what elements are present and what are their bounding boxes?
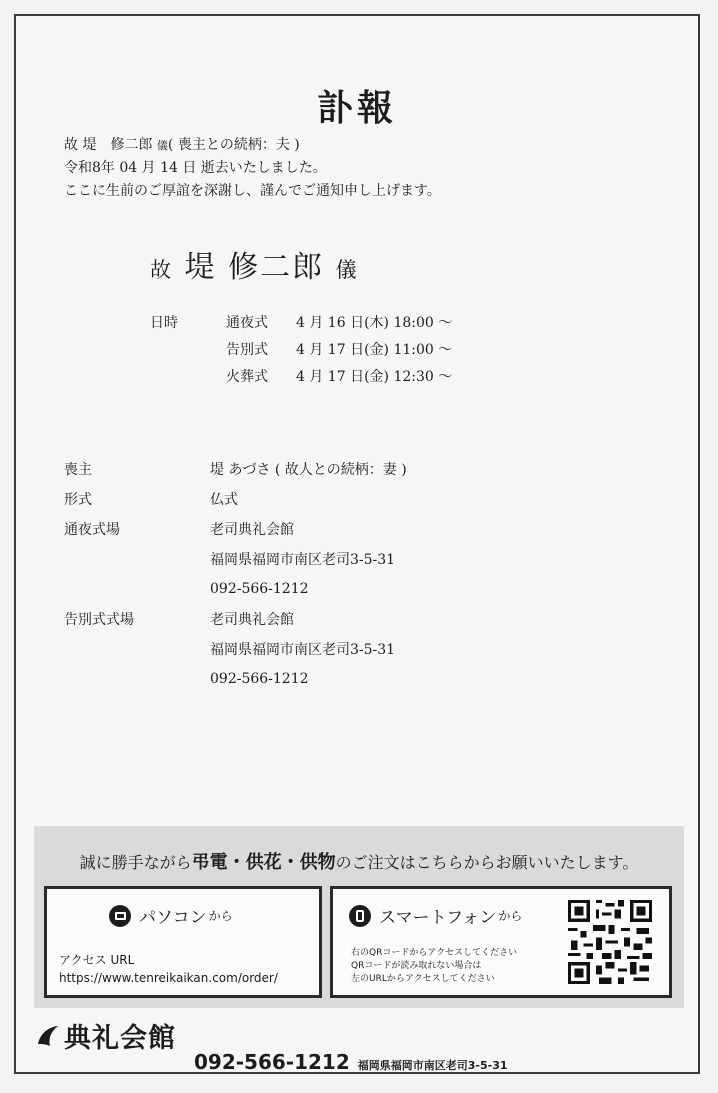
info-row-wake-tel: [64, 574, 407, 604]
info-value: 仏式: [210, 492, 238, 508]
schedule-when: 4 月 17 日(金) 11:00 〜: [296, 341, 453, 358]
info-row-wake-address: [64, 544, 407, 574]
smartphone-icon: [349, 905, 371, 927]
info-value: 堤 あづさ ( 故人との続柄：妻 ): [210, 462, 407, 478]
intro-prefix: 故: [64, 137, 78, 153]
info-label: 通夜式場: [64, 522, 120, 538]
order-message-bold: 弔電・供花・供物: [191, 852, 336, 873]
schedule-row-cremation: [226, 362, 452, 389]
schedule-name: 告別式: [226, 341, 268, 358]
info-row-wake-venue: [64, 514, 407, 544]
obituary-page: [14, 14, 700, 1074]
logo-text: 典礼会館: [64, 1023, 176, 1054]
logo-mark-icon: [34, 1022, 62, 1050]
info-value: 老司典礼会館: [210, 612, 294, 628]
pc-heading-label: パソコン: [139, 908, 207, 928]
smartphone-heading-label: スマートフォン: [379, 908, 497, 928]
info-value: 福岡県福岡市南区老司3-5-31: [210, 552, 396, 568]
smartphone-text-line: QRコードが読み取れない場合は: [351, 961, 482, 971]
footer-address: 福岡県福岡市南区老司3-5-31: [357, 1059, 508, 1072]
schedule-when: 4 月 17 日(金) 12:30 〜: [296, 368, 453, 385]
info-row-chief-mourner: [64, 454, 407, 484]
intro-line-2: 令和8年 04 月 14 日 逝去いたしました。: [64, 160, 327, 176]
info-label: 告別式式場: [64, 612, 134, 628]
intro-relation: ( 喪主との続柄：夫 ): [167, 137, 300, 153]
info-row-funeral-tel: [64, 664, 407, 694]
deceased-name: 堤 修二郎: [184, 250, 325, 285]
order-url-link[interactable]: https://www.tenreikaikan.com/order/: [59, 971, 278, 985]
pc-text: [59, 951, 278, 987]
deceased-suffix: 儀: [335, 258, 359, 282]
intro-gi: 儀: [156, 139, 168, 152]
intro-name: 堤 修二郎: [82, 137, 153, 153]
schedule-when: 4 月 16 日(木) 18:00 〜: [296, 314, 453, 331]
schedule-list: [226, 308, 452, 389]
schedule-row-wake: [226, 308, 452, 335]
schedule-name: 通夜式: [226, 314, 268, 331]
order-message: [34, 848, 684, 874]
info-row-funeral-venue: [64, 604, 407, 634]
deceased-name-heading: [150, 242, 359, 286]
deceased-prefix: 故: [150, 258, 173, 282]
order-message-pre: 誠に勝手ながら: [79, 853, 192, 872]
intro-line-3: ここに生前のご厚誼を深謝し、謹んでご通知申し上げます。: [64, 183, 441, 199]
smartphone-heading: [349, 903, 522, 928]
pc-order-box: [44, 886, 322, 998]
smartphone-text-line: 右のQRコードからアクセスしてください: [351, 948, 518, 958]
info-row-format: [64, 484, 407, 514]
smartphone-order-box: [330, 886, 672, 998]
monitor-icon: [109, 905, 131, 927]
intro-text: [64, 134, 441, 203]
funeral-info: [64, 454, 407, 694]
info-label: 喪主: [64, 462, 92, 478]
smartphone-heading-kara: から: [498, 909, 523, 923]
pc-heading-kara: から: [208, 909, 233, 923]
schedule-label: 日時: [150, 315, 178, 331]
footer-tel: 092-566-1212: [194, 1050, 350, 1074]
order-message-post: のご注文はこちらからお願いいたします。: [335, 853, 639, 872]
qr-code-icon[interactable]: [565, 897, 655, 987]
info-value: 092-566-1212: [210, 671, 309, 687]
intro-line-1: [64, 134, 441, 157]
smartphone-text: [351, 947, 517, 986]
order-band: [34, 826, 684, 1008]
schedule-row-funeral: [226, 335, 452, 362]
info-value: 老司典礼会館: [210, 522, 294, 538]
page-title: 訃報: [316, 87, 397, 129]
footer-contact: [194, 1050, 508, 1074]
pc-heading: [109, 903, 233, 928]
access-url-label: アクセス URL: [59, 953, 135, 967]
info-value: 092-566-1212: [210, 581, 309, 597]
info-label: 形式: [64, 492, 92, 508]
company-logo: [34, 1016, 176, 1055]
info-row-funeral-address: [64, 634, 407, 664]
schedule-name: 火葬式: [226, 368, 268, 385]
smartphone-text-line: 左のURLからアクセスしてください: [351, 974, 495, 984]
info-value: 福岡県福岡市南区老司3-5-31: [210, 642, 396, 658]
